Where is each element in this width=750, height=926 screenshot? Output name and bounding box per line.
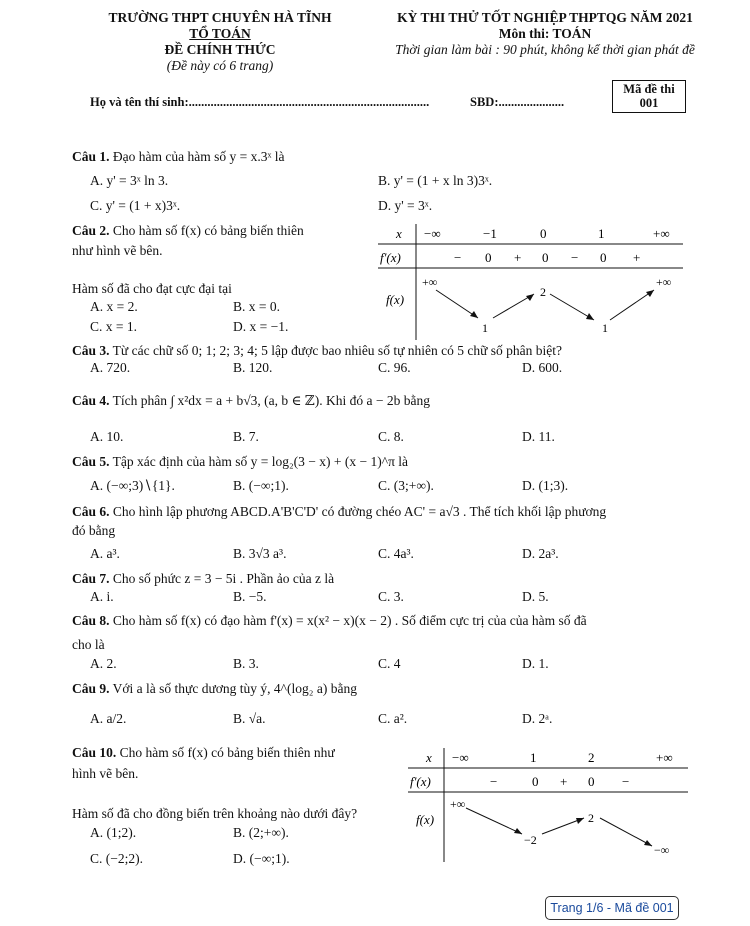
fp-sign: + [633, 250, 641, 265]
option: C. (3;+∞). [378, 478, 434, 493]
arrow-down [436, 290, 478, 318]
f-value: 1 [482, 321, 488, 335]
subject: Môn thi: TOÁN [498, 26, 592, 41]
question-stem: Với a là số thực dương tùy ý, 4^(log₂ a) bằng [112, 681, 357, 696]
option: A. a³. [90, 546, 120, 561]
option: B. √a. [233, 711, 266, 726]
question-stem: Cho hàm số f(x) có bảng biến thiên [112, 223, 304, 238]
fp-zero: 0 [485, 250, 492, 265]
option: A. y' = 3ˣ ln 3. [90, 173, 169, 188]
option: D. (−∞;1). [233, 851, 290, 866]
question-label: Câu 9. [72, 681, 110, 696]
fp-sign: − [571, 250, 579, 265]
variation-table-2 [408, 746, 688, 864]
x-value: −∞ [424, 226, 441, 241]
question-label: Câu 10. [72, 745, 117, 760]
fp-sign: + [514, 250, 522, 265]
fp-zero: 0 [532, 774, 539, 789]
question-stem-cont: hình vẽ bên. [72, 766, 139, 781]
exam-code: 001 [639, 96, 659, 110]
question-label: Câu 4. [72, 393, 110, 408]
exam-title: KỲ THI THỬ TỐT NGHIỆP THPTQG NĂM 2021 [397, 10, 693, 25]
option: C. (−2;2). [90, 851, 143, 866]
f-value: +∞ [656, 275, 672, 289]
question-label: Câu 5. [72, 454, 110, 469]
fp-zero: 0 [600, 250, 607, 265]
option: A. 720. [90, 360, 131, 375]
x-value: 1 [598, 226, 605, 241]
option: C. 3. [378, 589, 404, 604]
x-label: x [426, 750, 432, 765]
question-stem: Từ các chữ số 0; 1; 2; 3; 4; 5 lập được bao nhiêu số tự nhiên có 5 chữ số phân biệt? [112, 343, 563, 358]
x-value: −1 [483, 226, 497, 241]
f-value: +∞ [450, 797, 466, 811]
fp-sign: − [622, 774, 630, 789]
question-stem: Đạo hàm của hàm số y = x.3ˣ là [112, 149, 285, 164]
f-value: 2 [540, 285, 546, 299]
fp-zero: 0 [588, 774, 595, 789]
option: B. (−∞;1). [233, 478, 289, 493]
x-value: +∞ [656, 750, 673, 765]
question-7 [72, 570, 334, 588]
option: A. a/2. [90, 711, 127, 726]
question-stem: Tích phân ∫ x²dx = a + b√3, (a, b ∈ ℤ). Khi đó a − 2b bằng [112, 393, 430, 408]
x-value: −∞ [452, 750, 469, 765]
option: A. (−∞;3)∖{1}. [90, 478, 175, 493]
f-value: +∞ [422, 275, 438, 289]
f-label: f(x) [386, 292, 405, 307]
sbd-line: SBD:..................... [470, 95, 565, 109]
option: B. 3√3 a³. [233, 546, 287, 561]
exam-code-label: Mã đề thi [623, 82, 675, 96]
fp-sign: − [490, 774, 498, 789]
question-3 [72, 342, 562, 360]
option: C. 96. [378, 360, 411, 375]
option: D. 5. [522, 589, 549, 604]
option: D. 2a³. [522, 546, 559, 561]
x-value: 0 [540, 226, 547, 241]
question-stem-cont: Hàm số đã cho đạt cực đại tại [72, 281, 232, 296]
time-limit: Thời gian làm bài : 90 phút, không kể thời gian phát đề [395, 42, 695, 57]
school-name: TRƯỜNG THPT CHUYÊN HÀ TĨNH [108, 10, 332, 25]
question-label: Câu 1. [72, 149, 110, 164]
question-9 [72, 680, 357, 698]
arrow-up [610, 290, 654, 320]
option: B. 3. [233, 656, 259, 671]
option: C. x = 1. [90, 319, 137, 334]
option: A. (1;2). [90, 825, 137, 840]
option: A. 2. [90, 656, 117, 671]
option: C. y' = (1 + x)3ˣ. [90, 198, 181, 213]
question-stem-cont: cho là [72, 637, 105, 652]
exam-header [355, 10, 735, 58]
x-value: +∞ [653, 226, 670, 241]
question-label: Câu 6. [72, 504, 110, 519]
option: B. 120. [233, 360, 273, 375]
f-value: 1 [602, 321, 608, 335]
question-label: Câu 8. [72, 613, 110, 628]
question-stem: Cho hàm số f(x) có đạo hàm f'(x) = x(x² − x)(x − 2) . Số điểm cực trị của của hàm số đã [112, 613, 587, 628]
question-label: Câu 7. [72, 571, 110, 586]
x-value: 2 [588, 750, 595, 765]
option: D. x = −1. [233, 319, 289, 334]
option: B. (2;+∞). [233, 825, 289, 840]
fp-zero: 0 [542, 250, 549, 265]
fp-sign: + [560, 774, 568, 789]
question-stem-cont: Hàm số đã cho đồng biến trên khoảng nào dưới đây? [72, 806, 358, 821]
fp-label: f'(x) [380, 250, 401, 265]
trend-arrows [466, 808, 652, 846]
question-8 [72, 612, 587, 630]
option: A. 10. [90, 429, 124, 444]
question-2 [72, 222, 304, 240]
school-header [100, 10, 340, 74]
f-value: 2 [588, 811, 594, 825]
option: C. 4 [378, 656, 401, 671]
question-stem: Cho số phức z = 3 − 5i . Phần ảo của z là [112, 571, 335, 586]
option: D. (1;3). [522, 478, 569, 493]
option: A. x = 2. [90, 299, 138, 314]
official-label: ĐỀ CHÍNH THỨC [164, 42, 276, 57]
f-value: −∞ [654, 843, 670, 857]
option: D. y' = 3ˣ. [378, 198, 433, 213]
question-stem: Cho hàm số f(x) có bảng biến thiên như [119, 745, 335, 760]
question-stem-cont: đó bằng [72, 523, 116, 538]
question-5 [72, 453, 408, 471]
option: D. 2ᵃ. [522, 711, 553, 726]
option: C. 4a³. [378, 546, 414, 561]
page-count: (Đề này có 6 trang) [166, 58, 274, 73]
x-label: x [396, 226, 402, 241]
option: C. a². [378, 711, 408, 726]
question-1 [72, 148, 285, 166]
option: D. 11. [522, 429, 555, 444]
x-value: 1 [530, 750, 537, 765]
question-6 [72, 503, 606, 521]
question-label: Câu 2. [72, 223, 110, 238]
question-4 [72, 392, 430, 410]
question-stem: Cho hình lập phương ABCD.A'B'C'D' có đường chéo AC' = a√3 . Thể tích khối lập phương [112, 504, 607, 519]
option: B. x = 0. [233, 299, 280, 314]
page-footer: Trang 1/6 - Mã đề 001 [545, 896, 679, 920]
variation-table-1 [378, 222, 683, 342]
f-label: f(x) [416, 812, 435, 827]
department: TỔ TOÁN [189, 26, 251, 41]
question-stem-cont: như hình vẽ bên. [72, 243, 163, 258]
fp-label: f'(x) [410, 774, 431, 789]
option: D. 600. [522, 360, 563, 375]
arrow-down [550, 294, 594, 320]
exam-code-box [612, 80, 686, 113]
option: D. 1. [522, 656, 549, 671]
student-name-line: Họ và tên thí sinh:............................................................................. [90, 95, 430, 109]
arrow-down [466, 808, 522, 834]
f-value: −2 [524, 833, 537, 847]
option: C. 8. [378, 429, 404, 444]
fp-sign: − [454, 250, 462, 265]
question-stem: Tập xác định của hàm số y = log₂(3 − x) + (x − 1)^π là [112, 454, 409, 469]
question-10 [72, 744, 335, 762]
option: A. i. [90, 589, 114, 604]
option: B. y' = (1 + x ln 3)3ˣ. [378, 173, 493, 188]
arrow-down [600, 818, 652, 846]
option: B. −5. [233, 589, 267, 604]
option: B. 7. [233, 429, 259, 444]
question-label: Câu 3. [72, 343, 110, 358]
